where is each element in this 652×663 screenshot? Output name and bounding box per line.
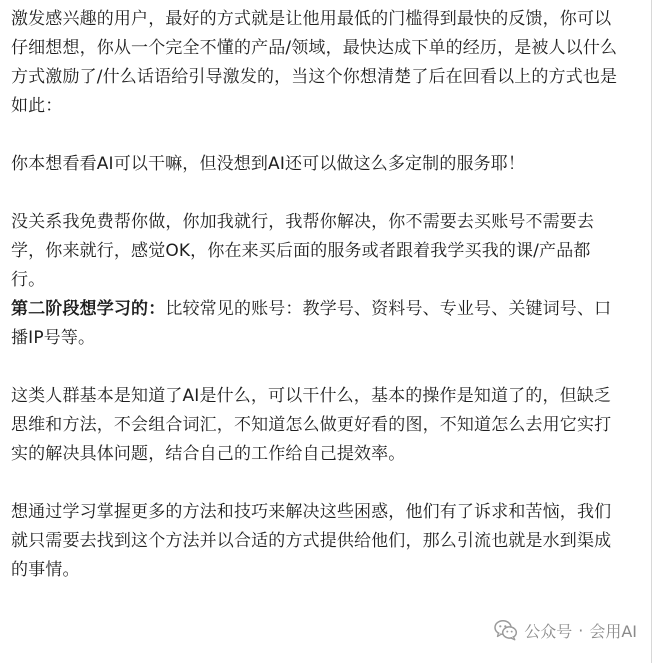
paragraph-spacer — [11, 179, 621, 208]
section-heading-stage-two: 第二阶段想学习的： — [11, 299, 166, 319]
paragraph-3: 没关系我免费帮你做，你加我就行，我帮你解决，你不需要去买账号不需要去学，你来就行，感觉OK，你在来买后面的服务或者跟着我学买我的课/产品都行。 — [11, 212, 595, 290]
paragraph-4 — [11, 295, 621, 353]
watermark-account-name: 会用AI — [589, 621, 637, 641]
watermark-source-label: 公众号 — [524, 621, 573, 641]
watermark-separator: · — [578, 620, 584, 640]
paragraph-spacer — [11, 121, 621, 150]
paragraph-1: 激发感兴趣的用户，最好的方式就是让他用最低的门槛得到最快的反馈，你可以仔细想想，你从一个完全不懂的产品/领域，最快达成下单的经历，是被人以什么方式激励了/什么话语给引导激发的，当这个你想清楚了后在回看以上的方式也是如此： — [11, 9, 618, 116]
article-body — [11, 5, 621, 585]
paragraph-6: 想通过学习掌握更多的方法和技巧来解决这些困惑，他们有了诉求和苦恼，我们就只需要去找到这个方法并以合适的方式提供给他们，那么引流也就是水到渠成的事情。 — [11, 502, 612, 580]
paragraph-5: 这类人群基本是知道了AI是什么，可以干什么，基本的操作是知道了的，但缺乏思维和方法，不会组合词汇，不知道怎么做更好看的图，不知道怎么去用它实打实的解决具体问题，结合自己的工作给自己提效率。 — [11, 386, 612, 464]
wechat-watermark — [494, 617, 637, 643]
wechat-icon — [494, 619, 518, 641]
paragraph-2: 你本想看看AI可以干嘛，但没想到AI还可以做这么多定制的服务耶！ — [11, 154, 526, 174]
paragraph-4-text: 比较常见的账号：教学号、资料号、专业号、关键词号、口播IP号等。 — [11, 299, 612, 348]
paragraph-spacer — [11, 469, 621, 498]
paragraph-spacer — [11, 353, 621, 382]
